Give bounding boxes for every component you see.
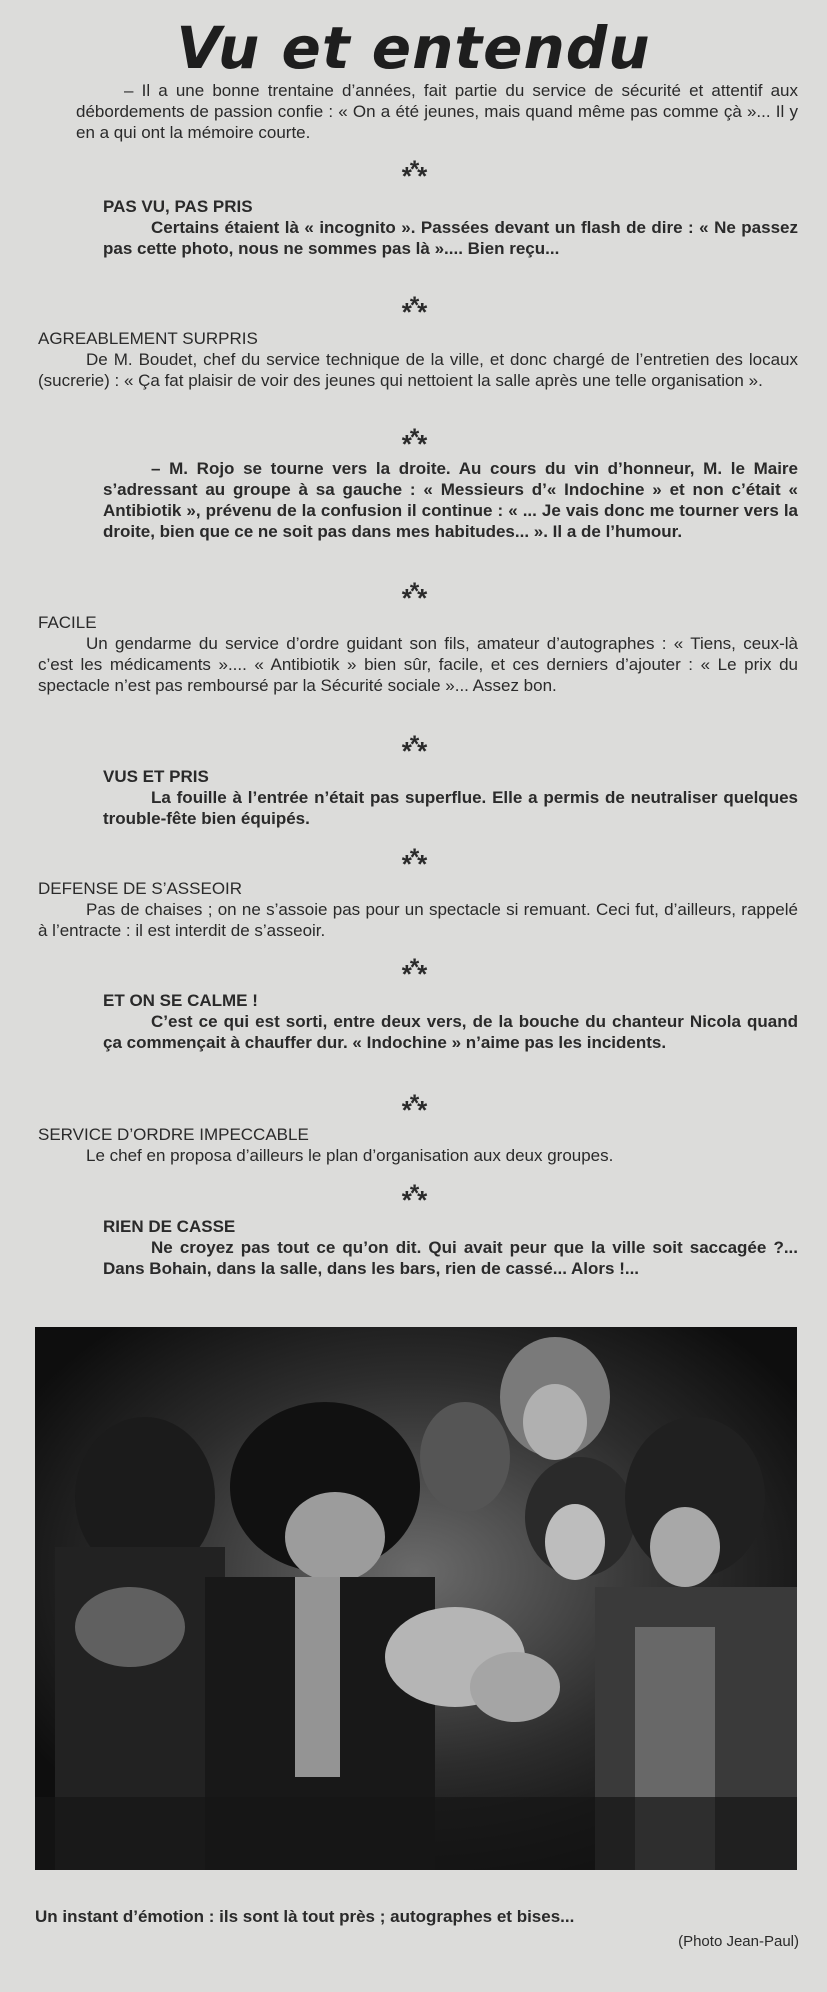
section-heading: PAS VU, PAS PRIS bbox=[103, 197, 253, 216]
photo-credit: (Photo Jean-Paul) bbox=[678, 1933, 799, 1950]
separator-stars: *** bbox=[401, 156, 426, 191]
section-on-se-calme bbox=[103, 990, 798, 1053]
section-facile bbox=[38, 612, 798, 696]
separator: *** bbox=[401, 731, 426, 766]
section-body: Un gendarme du service d’ordre guidant son fils, amateur d’autographes : « Tiens, ceux-là c’est les médicaments ».... « Antibiotik » bien sûr, facile, et ces derniers d’ajouter : « Le prix du spectacle n’est pas remboursé par la Sécurité sociale »... Assez bon. bbox=[38, 634, 798, 695]
separator: *** bbox=[401, 1180, 426, 1215]
section-body: De M. Boudet, chef du service technique de la ville, et donc chargé de l’entretien des locaux (sucrerie) : « Ça fat plaisir de voir des jeunes qui nettoient la salle après une telle organisation ». bbox=[38, 350, 798, 390]
section-vus-et-pris bbox=[103, 766, 798, 829]
crowd-photo-illustration bbox=[35, 1327, 797, 1870]
section-heading: RIEN DE CASSE bbox=[103, 1217, 236, 1236]
section-heading: DEFENSE DE S’ASSEOIR bbox=[38, 879, 243, 898]
section-defense bbox=[38, 878, 798, 941]
section-agreablement bbox=[38, 328, 798, 391]
intro-paragraph: – Il a une bonne trentaine d’années, fait partie du service de sécurité et attentif aux débordements de passion confie : « On a été jeunes, mais quand même pas comme çà »... Il y en a qui ont la mémoire courte. bbox=[76, 81, 798, 142]
section-heading: ET ON SE CALME ! bbox=[103, 991, 258, 1010]
article-title: Vu et entendu bbox=[176, 14, 651, 82]
section-pas-vu bbox=[103, 196, 798, 259]
separator: *** bbox=[401, 578, 426, 613]
section-body: Le chef en proposa d’ailleurs le plan d’organisation aux deux groupes. bbox=[86, 1146, 614, 1165]
section-heading: AGREABLEMENT SURPRIS bbox=[38, 329, 258, 348]
section-heading: SERVICE D’ORDRE IMPECCABLE bbox=[38, 1125, 309, 1144]
section-body: Ne croyez pas tout ce qu’on dit. Qui avait peur que la ville soit saccagée ?... Dans Bohain, dans la salle, dans les bars, rien de cassé... Alors !... bbox=[103, 1238, 798, 1278]
section-heading: FACILE bbox=[38, 613, 97, 632]
crowd-photo bbox=[35, 1327, 797, 1870]
intro-block bbox=[76, 80, 798, 143]
section-body: C’est ce qui est sorti, entre deux vers, de la bouche du chanteur Nicola quand ça commençait à chauffer dur. « Indochine » n’aime pas les incidents. bbox=[103, 1012, 798, 1052]
separator: *** bbox=[401, 954, 426, 989]
section-body: La fouille à l’entrée n’était pas superflue. Elle a permis de neutraliser quelques trouble-fête bien équipés. bbox=[103, 788, 798, 828]
separator: *** bbox=[401, 1090, 426, 1125]
section-body: Certains étaient là « incognito ». Passées devant un flash de dire : « Ne passez pas cette photo, nous ne sommes pas là ».... Bien reçu... bbox=[103, 218, 798, 258]
section-rojo bbox=[103, 458, 798, 542]
separator bbox=[0, 156, 827, 191]
section-body: – M. Rojo se tourne vers la droite. Au cours du vin d’honneur, M. le Maire s’adressant au groupe à sa gauche : « Messieurs d’« Indochine » et non c’était « Antibiotik », prévenu de la confusion il continue : « ... Je vais donc me tourner vers la droite, bien que ce ne soit pas dans mes habitudes... ». Il a de l’humour. bbox=[103, 459, 798, 541]
separator: *** bbox=[401, 292, 426, 327]
separator: *** bbox=[401, 844, 426, 879]
section-body: Pas de chaises ; on ne s’assoie pas pour un spectacle si remuant. Ceci fut, d’ailleurs, rappelé à l’entracte : il est interdit de s’asseoir. bbox=[38, 900, 798, 940]
separator: *** bbox=[401, 424, 426, 459]
section-rien-de-casse bbox=[103, 1216, 798, 1279]
section-heading: VUS ET PRIS bbox=[103, 767, 209, 786]
photo-caption: Un instant d’émotion : ils sont là tout près ; autographes et bises... bbox=[35, 1907, 575, 1926]
section-service-ordre bbox=[38, 1124, 798, 1166]
